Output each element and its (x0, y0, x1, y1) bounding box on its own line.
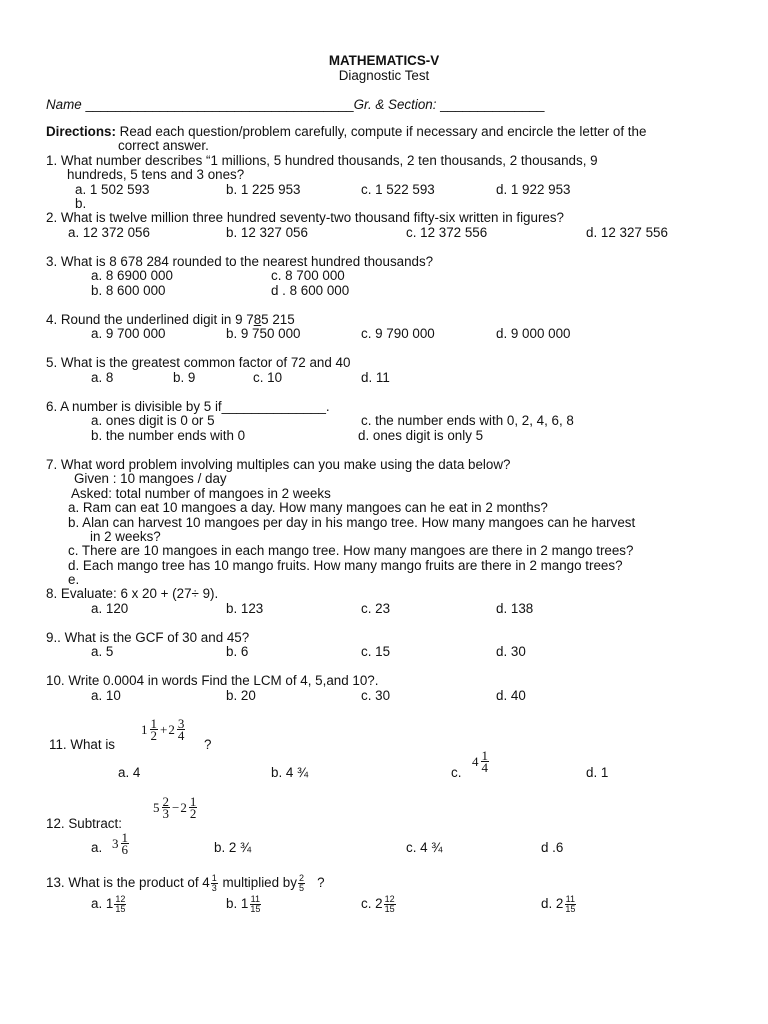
q13-choice-a[interactable]: a. 1 $\frac{12}{15}$ (91, 894, 126, 914)
q11-choice-c[interactable]: c. (451, 765, 462, 780)
q2-choice-d[interactable]: d. 12 327 556 (586, 225, 668, 240)
q10-choice-a[interactable]: a. 10 (91, 688, 121, 703)
q1-choice-b[interactable]: b. 1 225 953 (226, 182, 301, 197)
q1-choice-a[interactable]: a. 1 502 593 (75, 182, 150, 197)
section-blank[interactable]: ______________ (440, 97, 545, 112)
directions-label: Directions: (46, 124, 116, 139)
q3-choice-c[interactable]: c. 8 700 000 (271, 268, 345, 283)
section-label: Gr. & Section: (353, 97, 437, 112)
q11-expression: 1 $\frac{1}{2}$ + 2 $\frac{3}{4}$ (141, 716, 185, 743)
q11-choice-b[interactable]: b. 4 ¾ (271, 765, 309, 780)
q1-choice-extra[interactable]: b. (75, 196, 87, 211)
underlined-digit: 8 (253, 312, 262, 327)
name-label: Name (46, 97, 82, 112)
question-10-text: 10. Write 0.0004 in words Find the LCM of 4, 5,and 10?. (46, 673, 379, 688)
question-2-text: 2. What is twelve million three hundred seventy-two thousand fifty-six written in figures? (46, 210, 565, 225)
q7-given: Given : 10 mangoes / day (74, 471, 227, 486)
q8-choice-a[interactable]: a. 120 (91, 601, 129, 616)
q5-choice-c[interactable]: c. 10 (253, 370, 283, 385)
q12-choice-a[interactable]: a. (91, 840, 103, 855)
q10-choice-c[interactable]: c. 30 (361, 688, 391, 703)
question-3-text: 3. What is 8 678 284 rounded to the nearest hundred thousands? (46, 254, 434, 269)
page-subtitle: Diagnostic Test (338, 68, 430, 83)
q3-choice-b[interactable]: b. 8 600 000 (91, 283, 166, 298)
q11-choice-c-value: 4 $\frac{1}{4}$ (472, 748, 488, 775)
q7-choice-c[interactable]: c. There are 10 mangoes in each mango tree. How many mangoes are there in 2 mango trees? (68, 543, 634, 558)
q11-question-mark: ? (204, 737, 212, 752)
directions (46, 124, 646, 139)
q12-choice-c[interactable]: c. 4 ¾ (406, 840, 443, 855)
q8-choice-d[interactable]: d. 138 (496, 601, 534, 616)
q6-choice-c[interactable]: c. the number ends with 0, 2, 4, 6, 8 (361, 413, 574, 428)
q5-choice-a[interactable]: a. 8 (91, 370, 114, 385)
q1-choice-d[interactable]: d. 1 922 953 (496, 182, 571, 197)
q9-choice-a[interactable]: a. 5 (91, 644, 114, 659)
q8-choice-c[interactable]: c. 23 (361, 601, 391, 616)
question-1-text: 1. What number describes “1 millions, 5 hundred thousands, 2 ten thousands, 2 thousands, 9 (46, 153, 598, 168)
q2-choice-b[interactable]: b. 12 327 056 (226, 225, 308, 240)
q11-choice-d[interactable]: d. 1 (586, 765, 609, 780)
q12-choice-d[interactable]: d .6 (541, 840, 564, 855)
directions-text-2: correct answer. (118, 138, 209, 153)
q12-expression: 5 $\frac{2}{3}$ − 2 $\frac{1}{2}$ (153, 794, 197, 821)
question-7-text: 7. What word problem involving multiples can you make using the data below? (46, 457, 511, 472)
q12-choice-b[interactable]: b. 2 ¾ (214, 840, 252, 855)
q2-choice-c[interactable]: c. 12 372 556 (406, 225, 488, 240)
question-9-text: 9.. What is the GCF of 30 and 45? (46, 630, 250, 645)
q11-choice-a[interactable]: a. 4 (118, 765, 141, 780)
q7-choice-b[interactable]: b. Alan can harvest 10 mangoes per day in his mango tree. How many mangoes can he harvest (68, 515, 636, 530)
question-8-text: 8. Evaluate: 6 x 20 + (27÷ 9). (46, 586, 219, 601)
question-4-text: 4. Round the underlined digit in 9 785 215 (46, 312, 295, 327)
q6-choice-a[interactable]: a. ones digit is 0 or 5 (91, 413, 215, 428)
q3-choice-a[interactable]: a. 8 6900 000 (91, 268, 173, 283)
q6-choice-d[interactable]: d. ones digit is only 5 (358, 428, 484, 443)
q13-choice-c[interactable]: c. 2 $\frac{12}{15}$ (361, 894, 395, 914)
name-line (46, 97, 544, 112)
q7-asked: Asked: total number of mangoes in 2 weeks (71, 486, 331, 501)
name-blank[interactable]: ____________________________________ (85, 97, 354, 112)
q4-choice-d[interactable]: d. 9 000 000 (496, 326, 571, 341)
q10-choice-d[interactable]: d. 40 (496, 688, 526, 703)
directions-text: Read each question/problem carefully, compute if necessary and encircle the letter of the (115, 124, 647, 139)
q9-choice-c[interactable]: c. 15 (361, 644, 391, 659)
question-5-text: 5. What is the greatest common factor of 72 and 40 (46, 355, 351, 370)
question-6-text: 6. A number is divisible by 5 if______________. (46, 399, 330, 414)
q2-choice-a[interactable]: a. 12 372 056 (68, 225, 150, 240)
q7-choice-b-2: in 2 weeks? (90, 529, 161, 544)
question-11-text: 11. What is (49, 737, 115, 752)
q13-choice-b[interactable]: b. 1 $\frac{11}{15}$ (226, 894, 261, 914)
q8-choice-b[interactable]: b. 123 (226, 601, 264, 616)
q7-choice-e[interactable]: e. (68, 572, 80, 587)
q6-choice-b[interactable]: b. the number ends with 0 (91, 428, 246, 443)
q10-choice-b[interactable]: b. 20 (226, 688, 256, 703)
question-13-text: 13. What is the product of 4 $\frac{1}{3}$ multiplied by $\frac{2}{5}$ ? (46, 873, 325, 893)
q12-choice-a-value: 3 $\frac{1}{6}$ (112, 830, 128, 857)
q1-choice-c[interactable]: c. 1 522 593 (361, 182, 435, 197)
q5-choice-b[interactable]: b. 9 (173, 370, 196, 385)
page-title: MATHEMATICS-V (328, 53, 440, 68)
q4-choice-c[interactable]: c. 9 790 000 (361, 326, 435, 341)
q4-choice-a[interactable]: a. 9 700 000 (91, 326, 166, 341)
q9-choice-b[interactable]: b. 6 (226, 644, 249, 659)
q9-choice-d[interactable]: d. 30 (496, 644, 526, 659)
question-1-text-2: hundreds, 5 tens and 3 ones? (67, 167, 245, 182)
q3-choice-d[interactable]: d . 8 600 000 (271, 283, 350, 298)
q7-choice-d[interactable]: d. Each mango tree has 10 mango fruits. How many mango fruits are there in 2 mango trees? (68, 558, 623, 573)
q4-choice-b[interactable]: b. 9 750 000 (226, 326, 301, 341)
q7-choice-a[interactable]: a. Ram can eat 10 mangoes a day. How many mangoes can he eat in 2 months? (68, 500, 548, 515)
q13-choice-d[interactable]: d. 2 $\frac{11}{15}$ (541, 894, 576, 914)
question-12-text: 12. Subtract: (46, 816, 122, 831)
q5-choice-d[interactable]: d. 11 (361, 370, 390, 385)
